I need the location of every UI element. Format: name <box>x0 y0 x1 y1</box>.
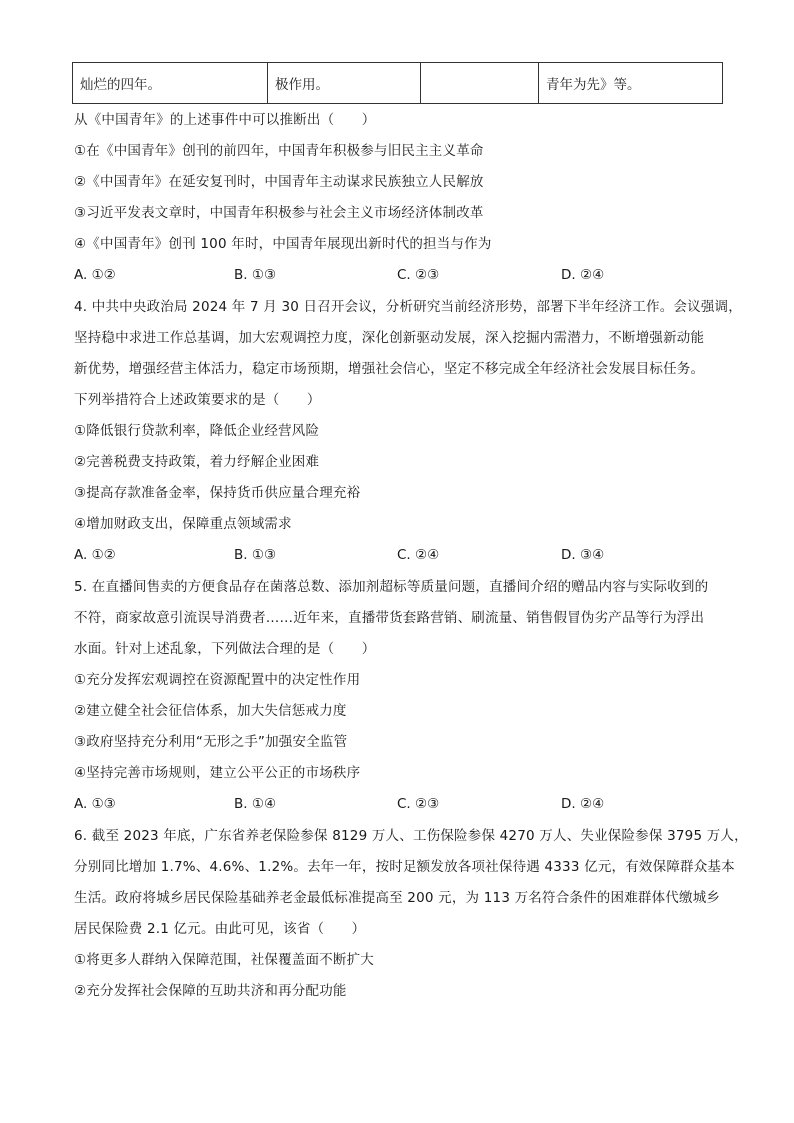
q4-item-2: ②完善税费支持政策，着力纾解企业困难 <box>74 454 320 470</box>
q4-stem-line-4: 下列举措符合上述政策要求的是（ ） <box>74 392 321 408</box>
q5-stem-line-2: 不符，商家故意引流误导消费者……近年来，直播带货套路营销、刷流量、销售假冒伪劣产品等行为浮出 <box>74 610 705 626</box>
q5-item-2: ②建立健全社会征信体系，加大失信惩戒力度 <box>74 703 347 719</box>
option-b: B. ①④ <box>234 796 277 812</box>
option-c: C. ②④ <box>397 547 440 563</box>
q5-item-4: ④坚持完善市场规则，建立公平公正的市场秩序 <box>74 765 361 781</box>
continuation-table <box>72 62 723 104</box>
option-b: B. ①③ <box>234 267 277 283</box>
table-cell: 青年为先》等。 <box>539 63 723 104</box>
q4-item-4: ④增加财政支出，保障重点领域需求 <box>74 516 292 532</box>
table-cell: 极作用。 <box>268 63 421 104</box>
q4-item-3: ③提高存款准备金率，保持货币供应量合理充裕 <box>74 485 361 501</box>
q4-stem-line-1: 4. 中共中央政治局 2024 年 7 月 30 日召开会议，分析研究当前经济形势，部署下半年经济工作。会议强调， <box>74 299 742 315</box>
q5-stem-line-1: 5. 在直播间售卖的方便食品存在菌落总数、添加剂超标等质量问题，直播间介绍的赠品内容与实际收到的 <box>74 579 709 595</box>
q4-options <box>74 545 734 565</box>
q6-item-1: ①将更多人群纳入保障范围，社保覆盖面不断扩大 <box>74 952 375 968</box>
option-d: D. ③④ <box>561 547 605 563</box>
q6-stem-line-2: 分别同比增加 1.7%、4.6%、1.2%。去年一年，按时足额发放各项社保待遇 4333 亿元，有效保障群众基本 <box>74 859 735 875</box>
option-a: A. ①② <box>74 267 116 283</box>
option-d: D. ②④ <box>561 796 605 812</box>
q6-stem-line-1: 6. 截至 2023 年底，广东省养老保险参保 8129 万人、工伤保险参保 4270 万人、失业保险参保 3795 万人， <box>74 828 748 844</box>
q5-options <box>74 794 734 814</box>
option-b: B. ①③ <box>234 547 277 563</box>
q5-item-1: ①充分发挥宏观调控在资源配置中的决定性作用 <box>74 672 361 688</box>
option-d: D. ②④ <box>561 267 605 283</box>
q3-item-4: ④《中国青年》创刊 100 年时，中国青年展现出新时代的担当与作为 <box>74 236 492 252</box>
q4-stem-line-2: 坚持稳中求进工作总基调，加大宏观调控力度，深化创新驱动发展，深入挖掘内需潜力，不断增强新动能 <box>74 330 705 346</box>
q3-stem: 从《中国青年》的上述事件中可以推断出（ ） <box>74 112 376 128</box>
option-a: A. ①② <box>74 547 116 563</box>
q3-item-3: ③习近平发表文章时，中国青年积极参与社会主义市场经济体制改革 <box>74 205 484 221</box>
q6-item-2: ②充分发挥社会保障的互助共济和再分配功能 <box>74 983 347 999</box>
q3-options <box>74 265 734 285</box>
table-row <box>73 63 723 104</box>
q6-stem-line-3: 生活。政府将城乡居民保险基础养老金最低标准提高至 200 元，为 113 万名符合条件的困难群体代缴城乡 <box>74 890 721 906</box>
table-cell: 灿烂的四年。 <box>73 63 268 104</box>
option-c: C. ②③ <box>397 267 440 283</box>
q4-item-1: ①降低银行贷款利率，降低企业经营风险 <box>74 423 320 439</box>
q4-stem-line-3: 新优势，增强经营主体活力，稳定市场预期，增强社会信心，坚定不移完成全年经济社会发展目标任务。 <box>74 361 705 377</box>
q5-stem-line-3: 水面。针对上述乱象，下列做法合理的是（ ） <box>74 641 376 657</box>
table-cell <box>421 63 539 104</box>
option-a: A. ①③ <box>74 796 116 812</box>
q5-item-3: ③政府坚持充分利用“无形之手”加强安全监管 <box>74 734 348 750</box>
q3-item-2: ②《中国青年》在延安复刊时，中国青年主动谋求民族独立人民解放 <box>74 174 484 190</box>
q6-stem-line-4: 居民保险费 2.1 亿元。由此可见，该省（ ） <box>74 921 366 937</box>
q3-item-1: ①在《中国青年》创刊的前四年，中国青年积极参与旧民主主义革命 <box>74 143 484 159</box>
option-c: C. ②③ <box>397 796 440 812</box>
